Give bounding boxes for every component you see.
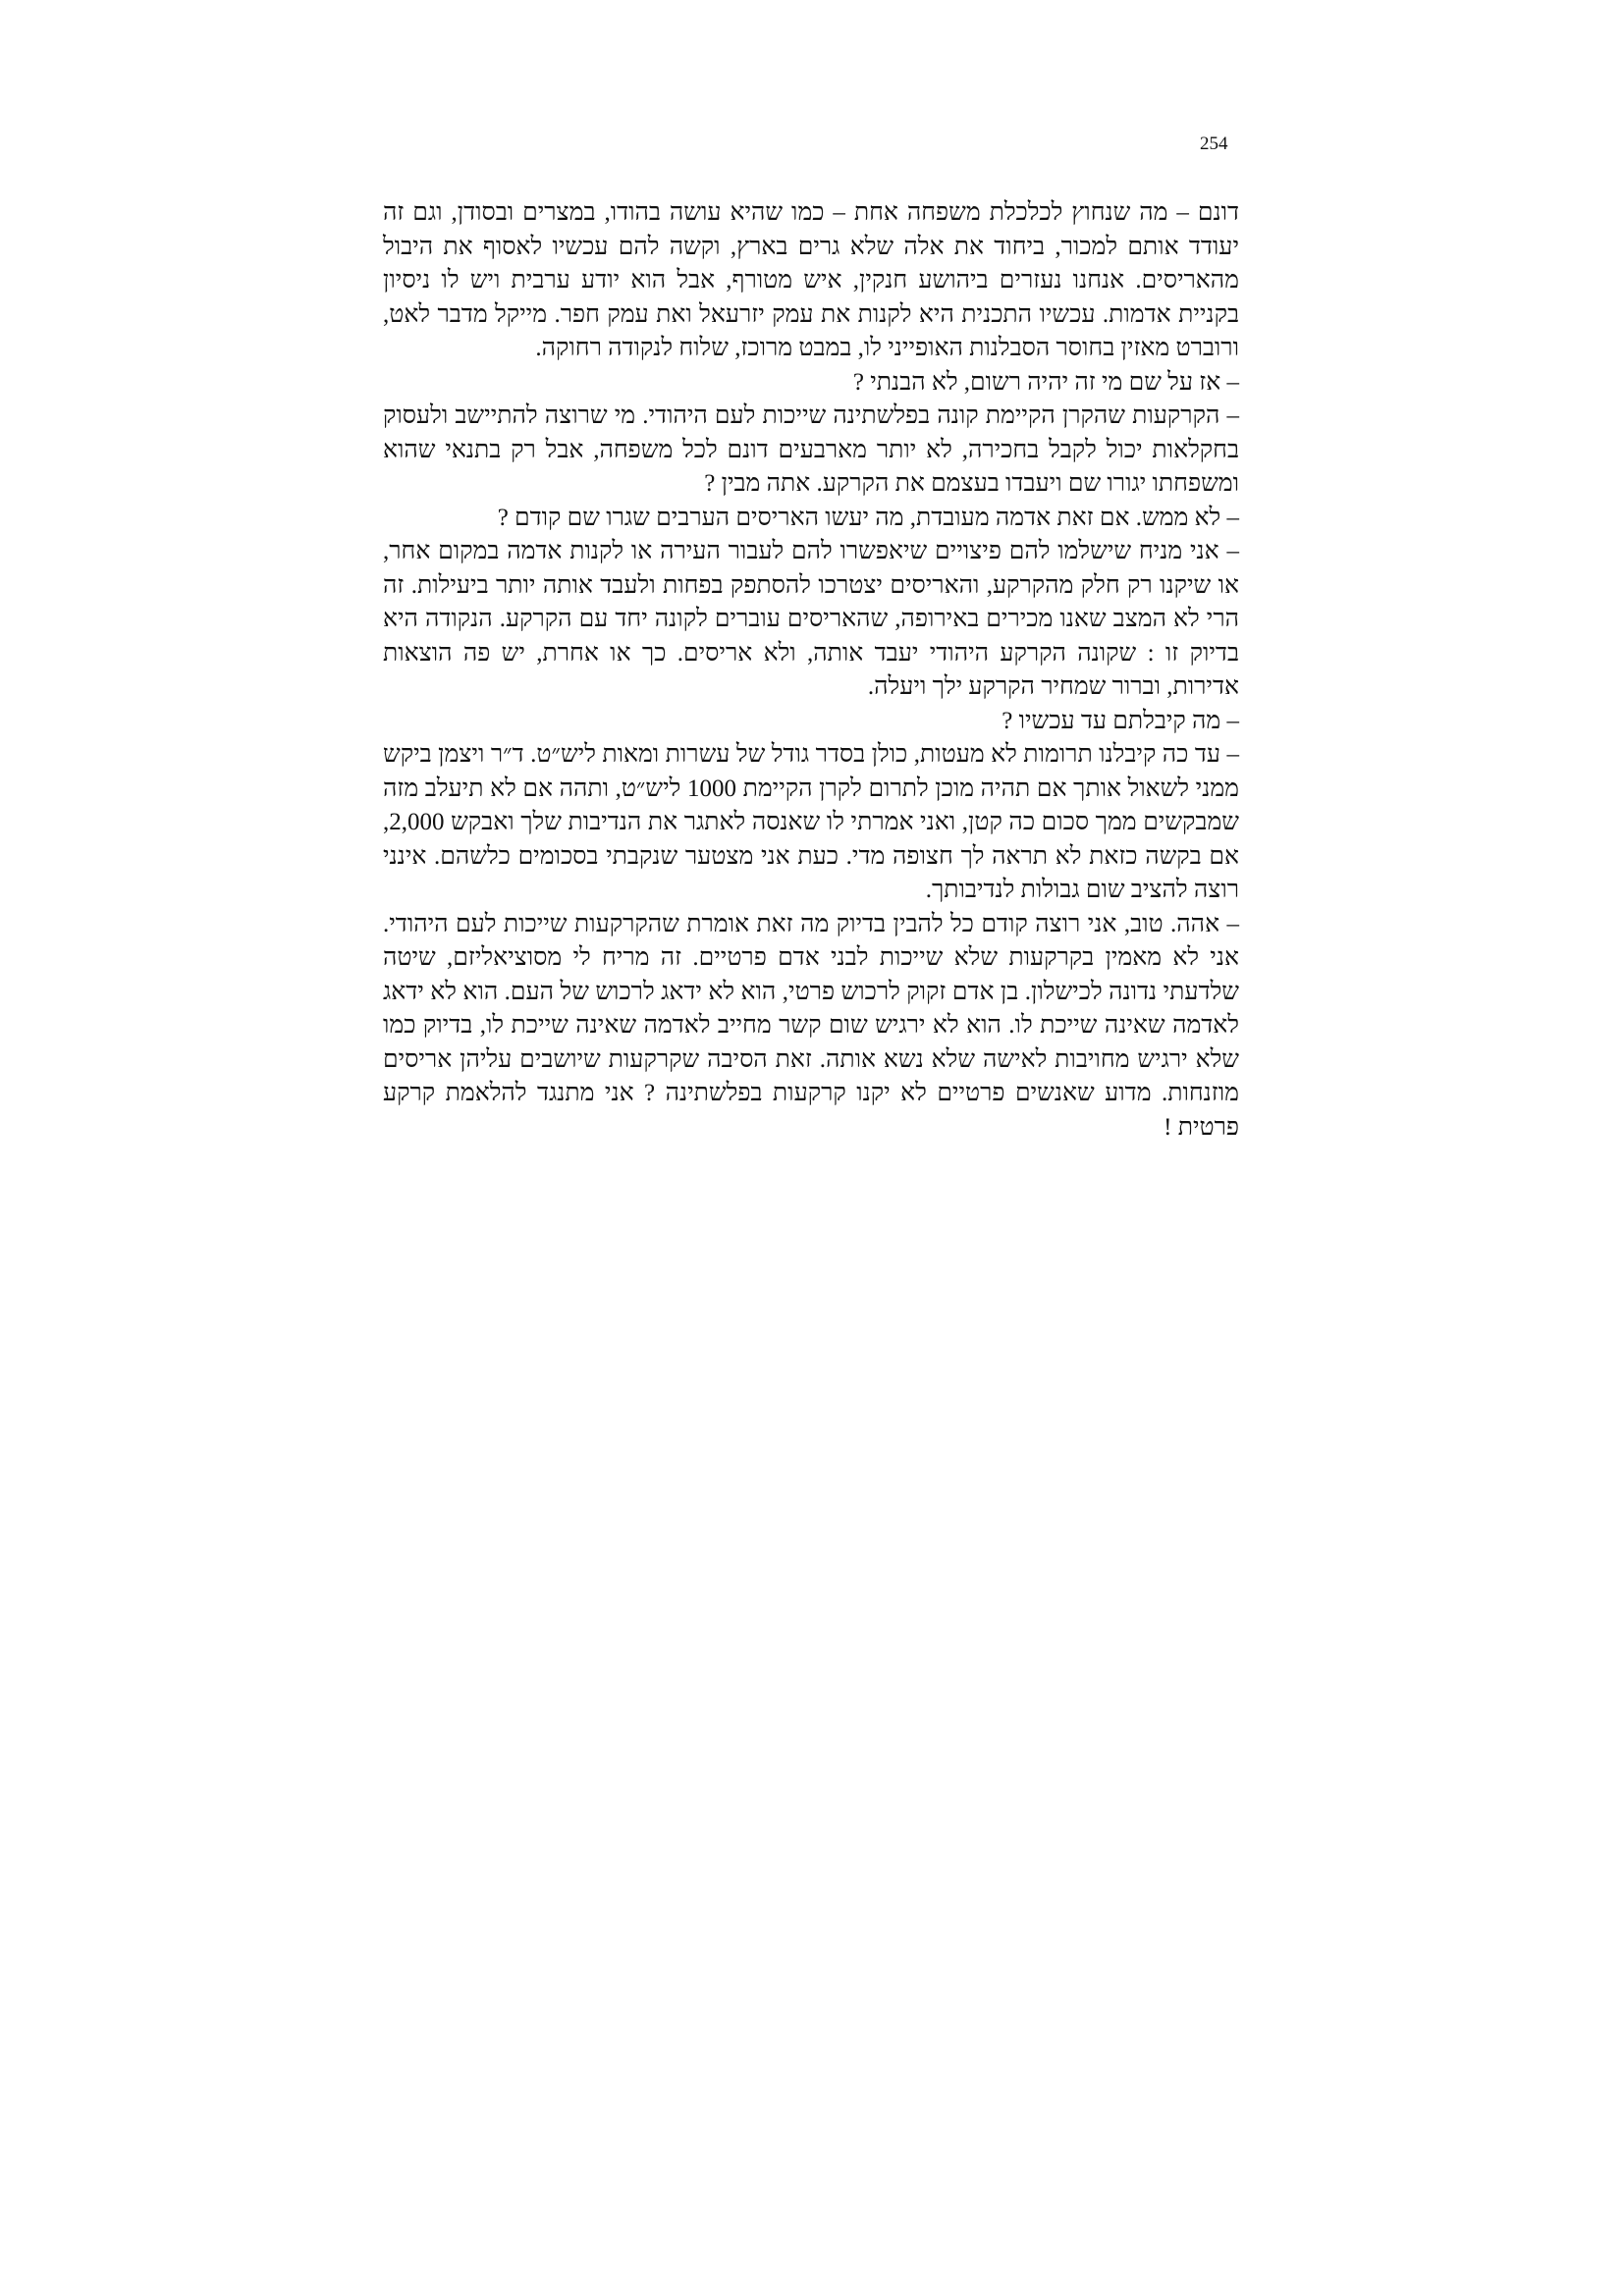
- paragraph-narration: דונם – מה שנחוץ לכלכלת משפחה אחת – כמו שהיא עושה בהודו, במצרים ובסודן, וגם זה יעודד אותם למכור, ביחוד את אלה שלא גרים בארץ, וקשה להם עכשיו לאסוף את היבול מהאריסים. אנחנו נעזרים ביהושע חנקין, איש מטורף, אבל הוא יודע ערבית ויש לו ניסיון בקניית אדמות. עכשיו התכנית היא לקנות את עמק יזרעאל ואת עמק חפר. מייקל מדבר לאט, ורוברט מאזין בחוסר הסבלנות האופייני לו, במבט מרוכז, שלוח לנקודה רחוקה.: [383, 199, 1239, 361]
- paragraph-dialogue: – הקרקעות שהקרן הקיימת קונה בפלשתינה שייכות לעם היהודי. מי שרוצה להתיישב ולעסוק בחקלאות יכול לקבל בחכירה, לא יותר מארבעים דונם לכל משפחה, אבל רק בתנאי שהוא ומשפחתו יגורו שם ויעבדו בעצמם את הקרקע. אתה מבין ?: [383, 402, 1239, 497]
- page-number: 254: [1200, 133, 1228, 154]
- paragraph-dialogue: – אהה. טוב, אני רוצה קודם כל להבין בדיוק מה זאת אומרת שהקרקעות שייכות לעם היהודי. אני לא מאמין בקרקעות שלא שייכות לבני אדם פרטיים. זה מריח לי מסוציאליזם, שיטה שלדעתי נדונה לכישלון. בן אדם זקוק לרכוש פרטי, הוא לא ידאג לרכוש של העם. הוא לא ידאג לאדמה שאינה שייכת לו. הוא לא ירגיש שום קשר מחייב לאדמה שאינה שייכת לו, בדיוק כמו שלא ירגיש מחויבות לאישה שלא נשא אותה. זאת הסיבה שקרקעות שיושבים עליהן אריסים מוזנחות. מדוע שאנשים פרטיים לא יקנו קרקעות בפלשתינה ? אני מתנגד להלאמת קרקע פרטית !: [383, 910, 1239, 1141]
- paragraph-dialogue: – אז על שם מי זה יהיה רשום, לא הבנתי ?: [852, 368, 1239, 396]
- paragraph-dialogue: – לא ממש. אם זאת אדמה מעובדת, מה יעשו האריסים הערבים שגרו שם קודם ?: [497, 504, 1239, 531]
- paragraph-dialogue: – מה קיבלתם עד עכשיו ?: [1001, 707, 1239, 734]
- paragraph-dialogue: – אני מניח שישלמו להם פיצויים שיאפשרו להם לעבור העירה או לקנות אדמה במקום אחר, או שיקנו רק חלק מהקרקע, והאריסים יצטרכו להסתפק בפחות ולעבד אותה יותר ביעילות. זה הרי לא המצב שאנו מכירים באירופה, שהאריסים עוברים לקונה יחד עם הקרקע. הנקודה היא בדיוק זו : שקונה הקרקע היהודי יעבד אותה, ולא אריסים. כך או אחרת, יש פה הוצאות אדירות, וברור שמחיר הקרקע ילך ויעלה.: [383, 538, 1239, 700]
- paragraph-dialogue: – עד כה קיבלנו תרומות לא מעטות, כולן בסדר גודל של עשרות ומאות ליש״ט. ד״ר ויצמן ביקש ממני לשאול אותך אם תהיה מוכן לתרום לקרן הקיימת 1000 ליש״ט, ותהה אם לא תיעלב מזה שמבקשים ממך סכום כה קטן, ואני אמרתי לו שאנסה לאתגר את הנדיבות שלך ואבקש 2,000, אם בקשה כזאת לא תראה לך חצופה מדי. כעת אני מצטער שנקבתי בסכומים כלשהם. אינני רוצה להציב שום גבולות לנדיבותך.: [383, 741, 1239, 903]
- body-text: [383, 196, 1239, 1145]
